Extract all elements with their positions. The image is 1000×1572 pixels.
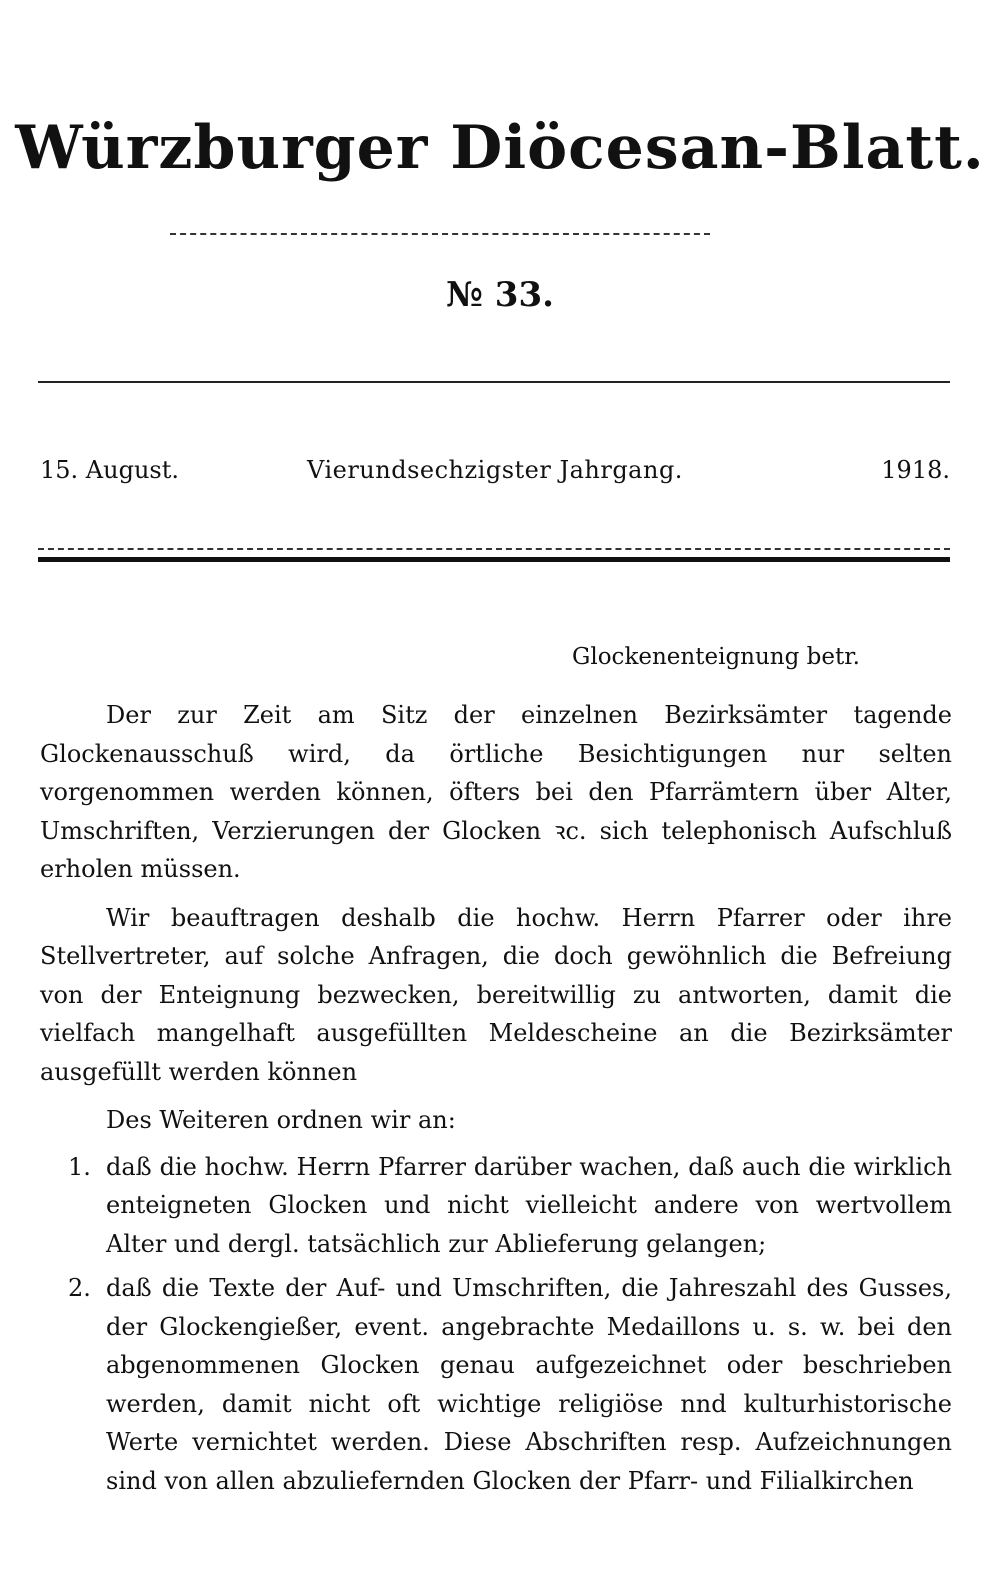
list-item-number: 1. bbox=[68, 1152, 91, 1181]
dateline bbox=[40, 452, 950, 492]
issue-year: 1918. bbox=[881, 456, 950, 484]
top-rule bbox=[38, 381, 950, 383]
masthead-title: Würzburger Diöcesan-Blatt. bbox=[15, 113, 985, 183]
list-item-text: daß die hochw. Herrn Pfarrer darüber wachen, daß auch die wirklich enteigneten Glocken und nicht vielleicht andere von wertvollem Alter und dergl. tatsächlich zur Ablieferung gelangen; bbox=[106, 1152, 952, 1258]
article-body bbox=[40, 696, 952, 1506]
article-subject: Glockenenteignung betr. bbox=[571, 644, 860, 670]
volume-label: Vierundsechzigster Jahrgang. bbox=[307, 456, 683, 484]
list-item bbox=[40, 1148, 952, 1264]
list-item-text: daß die Texte der Auf- und Umschriften, die Jahreszahl des Gusses, der Glockengießer, event. angebrachte Medaillons u. s. w. bei den abgenommenen Glocken genau aufgezeichnet oder beschrieben werden, damit nicht oft wichtige religiöse nnd kulturhistorische Werte vernichtet werden. Diese Abschriften resp. Aufzeichnungen sind von allen abzuliefernden Glocken der Pfarr- und Filialkirchen bbox=[106, 1274, 952, 1495]
list-item-number: 2. bbox=[68, 1274, 91, 1302]
masthead-divider bbox=[170, 233, 710, 235]
paragraph-2: Wir beauftragen deshalb die hochw. Herrn Pfarrer oder ihre Stellvertreter, auf solche Anfragen, die doch gewöhnlich die Befreiung von der Enteignung bezwecken, bereitwillig zu antworten, damit die vielfach mangelhaft ausgefüllten Meldescheine an die Bezirksämter ausgefüllt werden können bbox=[40, 903, 952, 1086]
lead-in: Des Weiteren ordnen wir an: bbox=[106, 1106, 456, 1134]
issue-date: 15. August. bbox=[40, 456, 179, 484]
list-item bbox=[40, 1269, 952, 1500]
ordinance-list bbox=[40, 1148, 952, 1501]
dateline-rule-thick bbox=[38, 557, 950, 562]
issue-number: № 33. bbox=[446, 275, 554, 315]
dateline-rule-dashed bbox=[38, 548, 950, 550]
paragraph-1: Der zur Zeit am Sitz der einzelnen Bezirksämter tagende Glockenausschuß wird, da örtliche Besichtigungen nur selten vorgenommen werden können, öfters bei den Pfarrämtern über Alter, Umschriften, Verzierungen der Glocken ꝛc. sich telephonisch Aufschluß erholen müssen. bbox=[40, 701, 952, 883]
